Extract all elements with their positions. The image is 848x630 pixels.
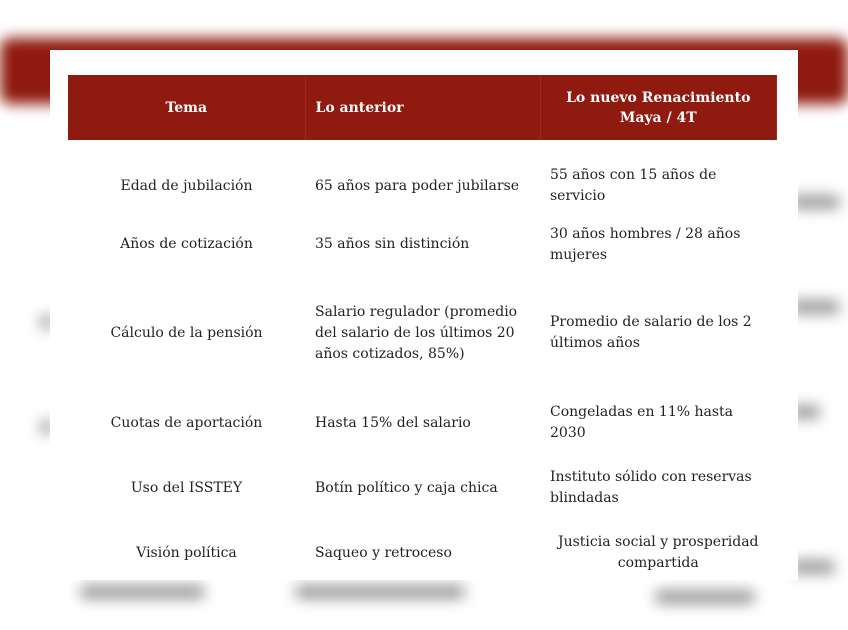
blurred-background-text bbox=[295, 585, 465, 599]
cell-tema: Edad de jubilación bbox=[120, 177, 253, 194]
cell-anterior: 35 años sin distinción bbox=[315, 236, 470, 252]
cell-anterior: Salario regulador (promedio del salario de los últimos 20 años cotizados, 85%) bbox=[315, 303, 518, 362]
comparison-card bbox=[50, 50, 798, 580]
cell-nuevo: Justicia social y prosperidad compartida bbox=[557, 534, 759, 571]
cell-anterior: Botín político y caja chica bbox=[315, 479, 498, 496]
cell-nuevo: 55 años con 15 años de servicio bbox=[550, 167, 717, 204]
cell-nuevo: 30 años hombres / 28 años mujeres bbox=[550, 225, 741, 263]
table-row bbox=[68, 212, 777, 277]
cell-nuevo: Congeladas en 11% hasta 2030 bbox=[550, 404, 734, 441]
cell-tema: Cálculo de la pensión bbox=[110, 324, 263, 341]
table-row bbox=[68, 140, 777, 212]
header-lo-nuevo: Lo nuevo Renacimiento Maya / 4T bbox=[540, 75, 777, 140]
table-header-row bbox=[68, 75, 777, 140]
table-row bbox=[68, 519, 777, 587]
cell-anterior: Hasta 15% del salario bbox=[315, 414, 471, 431]
cell-anterior: Saqueo y retroceso bbox=[315, 544, 452, 561]
table-row bbox=[68, 277, 777, 389]
table-row bbox=[68, 389, 777, 457]
cell-tema: Uso del ISSTEY bbox=[130, 479, 243, 496]
cell-tema: Visión política bbox=[136, 544, 237, 561]
cell-anterior: 65 años para poder jubilarse bbox=[315, 177, 520, 194]
header-tema: Tema bbox=[68, 75, 305, 140]
blurred-background-text bbox=[80, 585, 205, 599]
cell-tema: Cuotas de aportación bbox=[110, 414, 263, 431]
table-row bbox=[68, 457, 777, 519]
cell-nuevo: Promedio de salario de los 2 últimos años bbox=[550, 314, 752, 351]
comparison-table bbox=[68, 75, 777, 587]
header-lo-anterior: Lo anterior bbox=[305, 75, 540, 140]
cell-nuevo: Instituto sólido con reservas blindadas bbox=[550, 469, 752, 506]
blurred-background-text bbox=[655, 590, 755, 604]
cell-tema: Años de cotización bbox=[120, 236, 253, 252]
